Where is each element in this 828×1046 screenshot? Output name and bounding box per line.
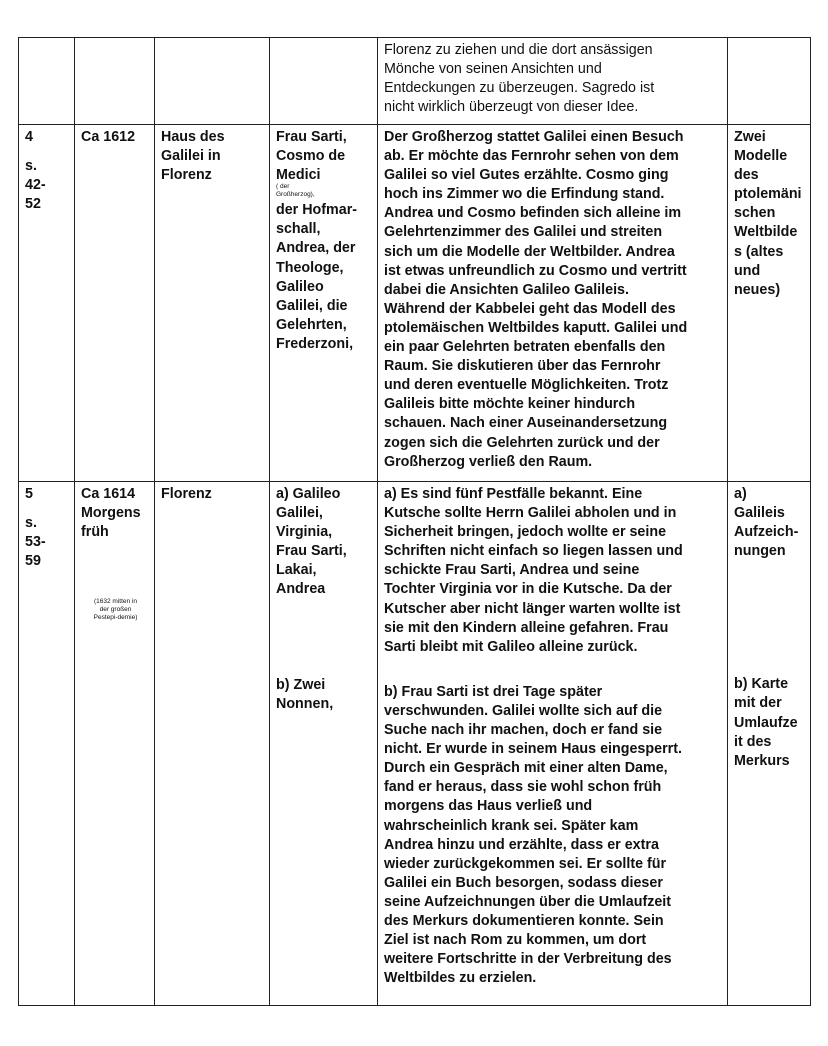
content-text: Der Großherzog stattet Galilei einen Besuch ab. Er möchte das Fernrohr sehen von dem Galilei so viel Gutes erzählte. Cosmo ging hoch ins Zimmer wo die Erfindung stand. Andrea und Cosmo befinden sich alleine im Gelehrtenzimmer des Galilei und streiten sich um die Modelle der Weltbilder. Andrea ist etwas unfreundlich zu Cosmo und vertritt dabei die Ansichten Galileo Galileis. Während der Kabbelei geht das Modell des ptolemäischen Weltbildes kaputt. Galilei und ein paar Gelehrten betraten ebenfalls den Raum. Sie diskutieren über das Fernrohr und deren eventuelle Möglichkeiten. Trotz Galileis bitte möchte keiner hindurch schauen. Nach einer Auseinandersetzung zogen sich die Gelehrten zurück und der Großherzog verließ den Raum. [384, 129, 688, 470]
content-cell [378, 482, 728, 1006]
props-cell [728, 38, 811, 125]
content-text-a: a) Es sind fünf Pestfälle bekannt. Eine Kutsche sollte Herrn Galilei abholen und in Sicherheit bringen, jedoch wollte er seine Schriften nicht einfach so liegen lassen und schickte Frau Sarti, Andrea und seine Tochter Virginia vor in die Kutsche. Da der Kutscher aber nicht länger warten wollte ist sie mit den Kindern alleine gefahren. Frau Sarti bleibt mit Galileo alleine zurück. [384, 486, 683, 655]
persons-text-a: Frau Sarti, Cosmo de Medici [276, 129, 347, 184]
content-cell [378, 125, 728, 482]
scene-number-cell [19, 482, 75, 1006]
props-cell [728, 482, 811, 1006]
scene-number: 5 [25, 486, 33, 502]
props-cell [728, 125, 811, 482]
page-range: s. 42- 52 [25, 158, 46, 213]
persons-cell [270, 482, 378, 1006]
time-text: Ca 1614 Morgens früh [81, 486, 141, 541]
persons-cell [270, 125, 378, 482]
time-cell [75, 125, 155, 482]
time-cell [75, 38, 155, 125]
scene-number-cell [19, 38, 75, 125]
time-cell [75, 482, 155, 1006]
place-cell [155, 482, 270, 1006]
page-range: s. 53- 59 [25, 515, 46, 570]
persons-text-b: b) Zwei Nonnen, [276, 676, 334, 712]
persons-text-a: a) Galileo Galilei, Virginia, Frau Sarti, Lakai, Andrea [276, 486, 347, 598]
time-note: (1632 mitten in der großen Pestepi-demie) [93, 598, 138, 622]
place-cell [155, 38, 270, 125]
scene-number-cell [19, 125, 75, 482]
persons-cell [270, 38, 378, 125]
props-text-a: a) Galileis Aufzeich- nungen [734, 486, 799, 560]
place-cell [155, 125, 270, 482]
table-row [19, 125, 811, 482]
content-cell [378, 38, 728, 125]
scene-number: 4 [25, 129, 33, 145]
persons-small-note: ( der Großherzog), [276, 183, 315, 199]
place-text: Haus des Galilei in Florenz [161, 129, 225, 184]
content-text-b: b) Frau Sarti ist drei Tage später verschwunden. Galilei wollte sich auf die Suche nach ihr machen, doch er fand sie nicht. Er wurde in seinem Haus eingesperrt. Durch ein Gespräch mit einer alten Dame, fand er heraus, dass sie wohl schon früh morgens das Haus verließ und wahrscheinlich krank sei. Später kam Andrea hinzu und erzählte, dass er extra wieder zurückgekommen sei. Er sollte für Galilei ein Buch besorgen, sodass dieser seine Aufzeichnungen über die Umlaufzeit des Merkurs dokumentieren konnte. Sein Ziel ist nach Rom zu kommen, um dort weitere Fortschritte in der Verbreitung des Weltbildes zu erzielen. [384, 683, 682, 987]
time-text: Ca 1612 [81, 129, 136, 145]
table-row [19, 482, 811, 1006]
place-text: Florenz [161, 486, 212, 502]
props-text-b: b) Karte mit der Umlaufze it des Merkurs [734, 676, 798, 769]
props-text: Zwei Modelle des ptolemäni schen Weltbilde s (altes und neues) [734, 129, 802, 298]
table-row [19, 38, 811, 125]
scene-table [18, 37, 811, 1006]
content-text: Florenz zu ziehen und die dort ansässigen Mönche von seinen Ansichten und Entdeckungen zu überzeugen. Sagredo ist nicht wirklich überzeugt von dieser Idee. [384, 42, 655, 116]
persons-text-b: der Hofmar- schall, Andrea, der Theologe, Galileo Galilei, die Gelehrten, Frederzoni, [276, 202, 358, 352]
